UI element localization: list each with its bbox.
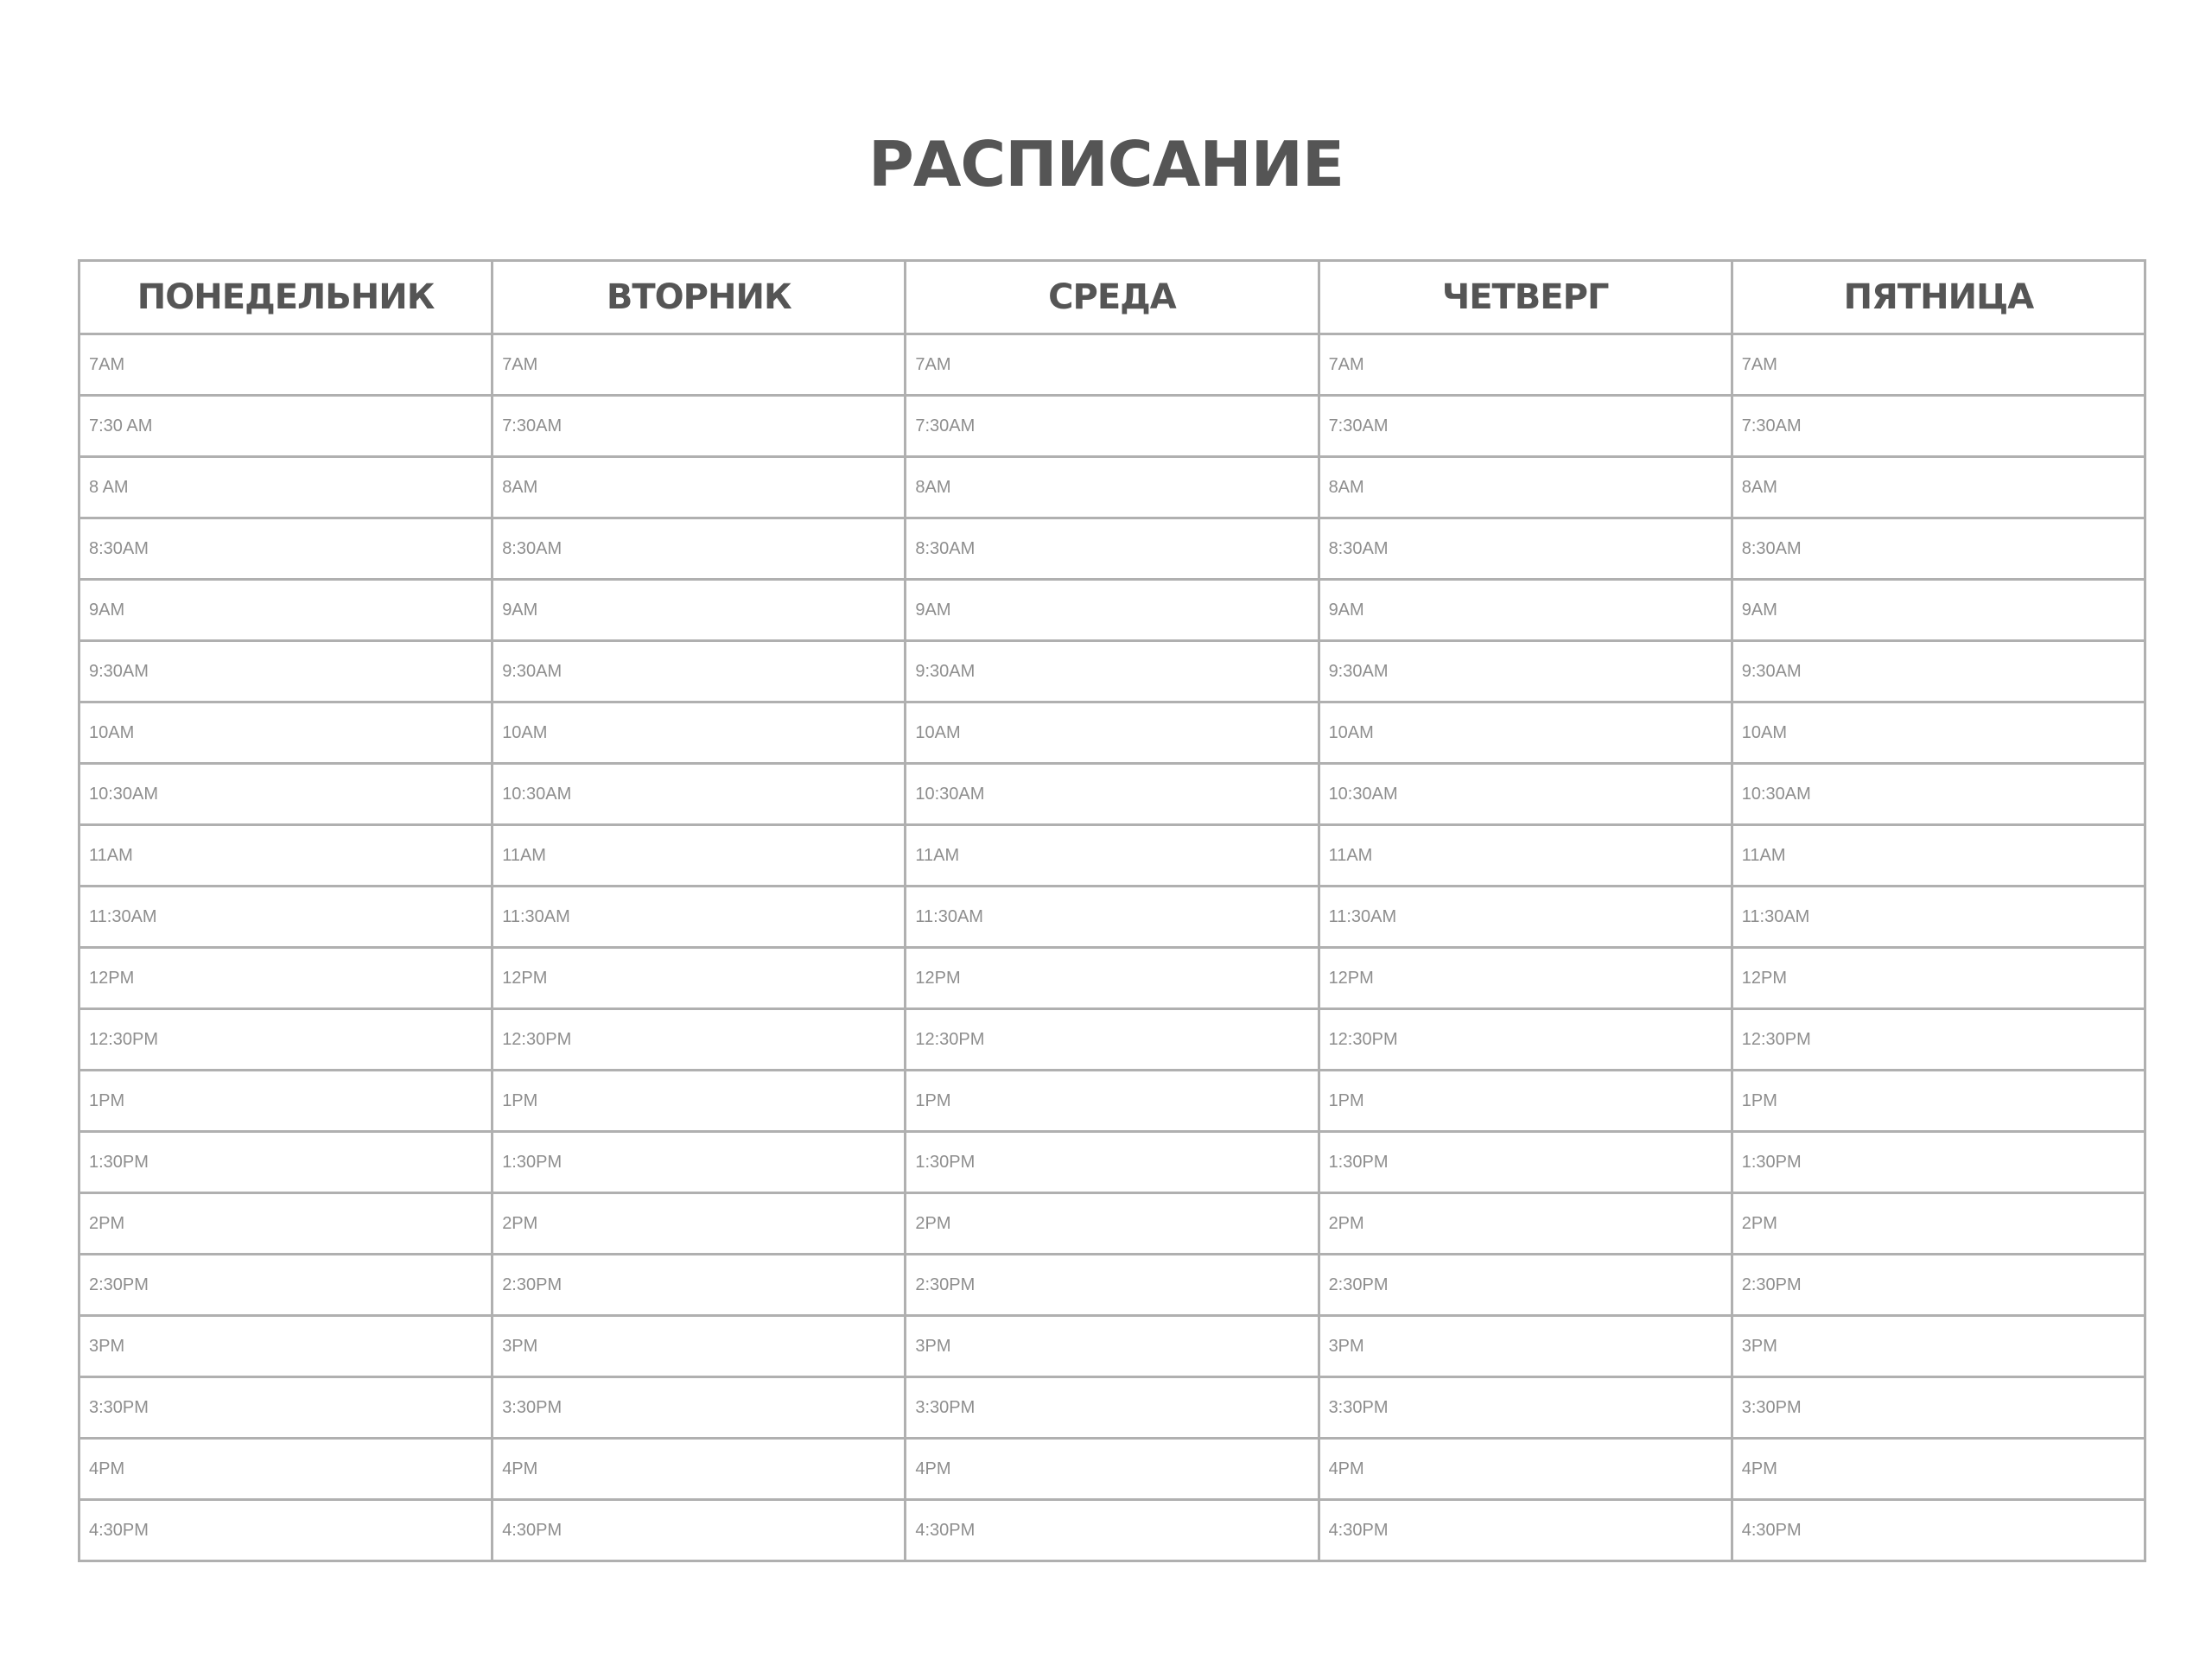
time-slot-cell[interactable]: 10AM — [1732, 702, 2145, 764]
time-slot-cell[interactable]: 10:30AM — [1319, 764, 1732, 825]
time-slot-cell[interactable]: 9:30AM — [493, 641, 906, 702]
time-slot-cell[interactable]: 7:30 AM — [79, 396, 493, 457]
time-slot-cell[interactable]: 4:30PM — [1732, 1500, 2145, 1561]
table-body — [79, 334, 2145, 1561]
time-slot-cell[interactable]: 3PM — [1319, 1316, 1732, 1377]
table-row — [79, 1439, 2145, 1500]
table-row — [79, 396, 2145, 457]
table-row — [79, 825, 2145, 887]
time-slot-cell[interactable]: 12PM — [906, 948, 1319, 1009]
time-slot-cell[interactable]: 8:30AM — [493, 518, 906, 580]
time-slot-cell[interactable]: 12:30PM — [79, 1009, 493, 1071]
page-title: РАСПИСАНИЕ — [868, 128, 1344, 200]
time-slot-cell[interactable]: 11AM — [79, 825, 493, 887]
time-slot-cell[interactable]: 1PM — [1319, 1071, 1732, 1132]
time-slot-cell[interactable]: 3:30PM — [493, 1377, 906, 1439]
table-row — [79, 641, 2145, 702]
time-slot-cell[interactable]: 8AM — [906, 457, 1319, 518]
time-slot-cell[interactable]: 10:30AM — [493, 764, 906, 825]
time-slot-cell[interactable]: 3:30PM — [1319, 1377, 1732, 1439]
time-slot-cell[interactable]: 11:30AM — [1732, 887, 2145, 948]
time-slot-cell[interactable]: 1PM — [1732, 1071, 2145, 1132]
time-slot-cell[interactable]: 3PM — [906, 1316, 1319, 1377]
time-slot-cell[interactable]: 11AM — [1732, 825, 2145, 887]
time-slot-cell[interactable]: 10AM — [906, 702, 1319, 764]
time-slot-cell[interactable]: 3:30PM — [1732, 1377, 2145, 1439]
table-header-row — [79, 261, 2145, 334]
time-slot-cell[interactable]: 3PM — [493, 1316, 906, 1377]
time-slot-cell[interactable]: 3PM — [79, 1316, 493, 1377]
table-row — [79, 1193, 2145, 1255]
time-slot-cell[interactable]: 10AM — [1319, 702, 1732, 764]
time-slot-cell[interactable]: 3:30PM — [906, 1377, 1319, 1439]
time-slot-cell[interactable]: 8AM — [1732, 457, 2145, 518]
time-slot-cell[interactable]: 2PM — [1319, 1193, 1732, 1255]
time-slot-cell[interactable]: 7AM — [79, 334, 493, 396]
day-header-thursday: ЧЕТВЕРГ — [1319, 261, 1732, 334]
table-row — [79, 457, 2145, 518]
time-slot-cell[interactable]: 7:30AM — [493, 396, 906, 457]
time-slot-cell[interactable]: 9:30AM — [1319, 641, 1732, 702]
time-slot-cell[interactable]: 9:30AM — [906, 641, 1319, 702]
time-slot-cell[interactable]: 7AM — [906, 334, 1319, 396]
time-slot-cell[interactable]: 2PM — [79, 1193, 493, 1255]
time-slot-cell[interactable]: 2:30PM — [493, 1255, 906, 1316]
time-slot-cell[interactable]: 1:30PM — [493, 1132, 906, 1193]
time-slot-cell[interactable]: 8:30AM — [1319, 518, 1732, 580]
time-slot-cell[interactable]: 11AM — [1319, 825, 1732, 887]
time-slot-cell[interactable]: 10:30AM — [1732, 764, 2145, 825]
time-slot-cell[interactable]: 7AM — [1319, 334, 1732, 396]
time-slot-cell[interactable]: 12PM — [1732, 948, 2145, 1009]
time-slot-cell[interactable]: 10:30AM — [79, 764, 493, 825]
time-slot-cell[interactable]: 4:30PM — [79, 1500, 493, 1561]
time-slot-cell[interactable]: 11AM — [906, 825, 1319, 887]
time-slot-cell[interactable]: 2PM — [493, 1193, 906, 1255]
table-row — [79, 702, 2145, 764]
time-slot-cell[interactable]: 4PM — [906, 1439, 1319, 1500]
day-header-monday: ПОНЕДЕЛЬНИК — [79, 261, 493, 334]
time-slot-cell[interactable]: 2:30PM — [906, 1255, 1319, 1316]
table-row — [79, 1009, 2145, 1071]
table-row — [79, 1377, 2145, 1439]
time-slot-cell[interactable]: 8:30AM — [1732, 518, 2145, 580]
table-row — [79, 887, 2145, 948]
time-slot-cell[interactable]: 1:30PM — [1319, 1132, 1732, 1193]
table-row — [79, 1500, 2145, 1561]
time-slot-cell[interactable]: 9:30AM — [79, 641, 493, 702]
time-slot-cell[interactable]: 11AM — [493, 825, 906, 887]
day-header-friday: ПЯТНИЦА — [1732, 261, 2145, 334]
table-row — [79, 580, 2145, 641]
time-slot-cell[interactable]: 8:30AM — [906, 518, 1319, 580]
schedule-table — [78, 259, 2146, 1562]
table-row — [79, 334, 2145, 396]
time-slot-cell[interactable]: 10AM — [493, 702, 906, 764]
table-row — [79, 1071, 2145, 1132]
time-slot-cell[interactable]: 9AM — [79, 580, 493, 641]
time-slot-cell[interactable]: 4:30PM — [1319, 1500, 1732, 1561]
time-slot-cell[interactable]: 12PM — [493, 948, 906, 1009]
time-slot-cell[interactable]: 11:30AM — [906, 887, 1319, 948]
time-slot-cell[interactable]: 2PM — [1732, 1193, 2145, 1255]
table-row — [79, 518, 2145, 580]
time-slot-cell[interactable]: 11:30AM — [493, 887, 906, 948]
time-slot-cell[interactable]: 8AM — [1319, 457, 1732, 518]
time-slot-cell[interactable]: 4PM — [1732, 1439, 2145, 1500]
time-slot-cell[interactable]: 4PM — [493, 1439, 906, 1500]
table-row — [79, 764, 2145, 825]
time-slot-cell[interactable]: 9:30AM — [1732, 641, 2145, 702]
time-slot-cell[interactable]: 12:30PM — [1319, 1009, 1732, 1071]
time-slot-cell[interactable]: 7AM — [1732, 334, 2145, 396]
time-slot-cell[interactable]: 2PM — [906, 1193, 1319, 1255]
time-slot-cell[interactable]: 12PM — [79, 948, 493, 1009]
day-header-wednesday: СРЕДА — [906, 261, 1319, 334]
time-slot-cell[interactable]: 8 AM — [79, 457, 493, 518]
time-slot-cell[interactable]: 8:30AM — [79, 518, 493, 580]
time-slot-cell[interactable]: 3PM — [1732, 1316, 2145, 1377]
time-slot-cell[interactable]: 4PM — [79, 1439, 493, 1500]
time-slot-cell[interactable]: 1PM — [79, 1071, 493, 1132]
time-slot-cell[interactable]: 10:30AM — [906, 764, 1319, 825]
time-slot-cell[interactable]: 12:30PM — [1732, 1009, 2145, 1071]
time-slot-cell[interactable]: 9AM — [1319, 580, 1732, 641]
table-row — [79, 1255, 2145, 1316]
time-slot-cell[interactable]: 11:30AM — [79, 887, 493, 948]
time-slot-cell[interactable]: 2:30PM — [1732, 1255, 2145, 1316]
table-row — [79, 1132, 2145, 1193]
time-slot-cell[interactable]: 9AM — [493, 580, 906, 641]
time-slot-cell[interactable]: 4:30PM — [906, 1500, 1319, 1561]
time-slot-cell[interactable]: 12:30PM — [906, 1009, 1319, 1071]
time-slot-cell[interactable]: 12PM — [1319, 948, 1732, 1009]
time-slot-cell[interactable]: 2:30PM — [1319, 1255, 1732, 1316]
time-slot-cell[interactable]: 1:30PM — [79, 1132, 493, 1193]
time-slot-cell[interactable]: 2:30PM — [79, 1255, 493, 1316]
time-slot-cell[interactable]: 7:30AM — [1732, 396, 2145, 457]
time-slot-cell[interactable]: 4PM — [1319, 1439, 1732, 1500]
time-slot-cell[interactable]: 1PM — [906, 1071, 1319, 1132]
time-slot-cell[interactable]: 7AM — [493, 334, 906, 396]
time-slot-cell[interactable]: 10AM — [79, 702, 493, 764]
time-slot-cell[interactable]: 1:30PM — [1732, 1132, 2145, 1193]
time-slot-cell[interactable]: 3:30PM — [79, 1377, 493, 1439]
time-slot-cell[interactable]: 1PM — [493, 1071, 906, 1132]
time-slot-cell[interactable]: 9AM — [1732, 580, 2145, 641]
time-slot-cell[interactable]: 11:30AM — [1319, 887, 1732, 948]
time-slot-cell[interactable]: 4:30PM — [493, 1500, 906, 1561]
time-slot-cell[interactable]: 12:30PM — [493, 1009, 906, 1071]
day-header-tuesday: ВТОРНИК — [493, 261, 906, 334]
table-row — [79, 1316, 2145, 1377]
time-slot-cell[interactable]: 7:30AM — [906, 396, 1319, 457]
time-slot-cell[interactable]: 7:30AM — [1319, 396, 1732, 457]
time-slot-cell[interactable]: 1:30PM — [906, 1132, 1319, 1193]
time-slot-cell[interactable]: 8AM — [493, 457, 906, 518]
time-slot-cell[interactable]: 9AM — [906, 580, 1319, 641]
table-row — [79, 948, 2145, 1009]
